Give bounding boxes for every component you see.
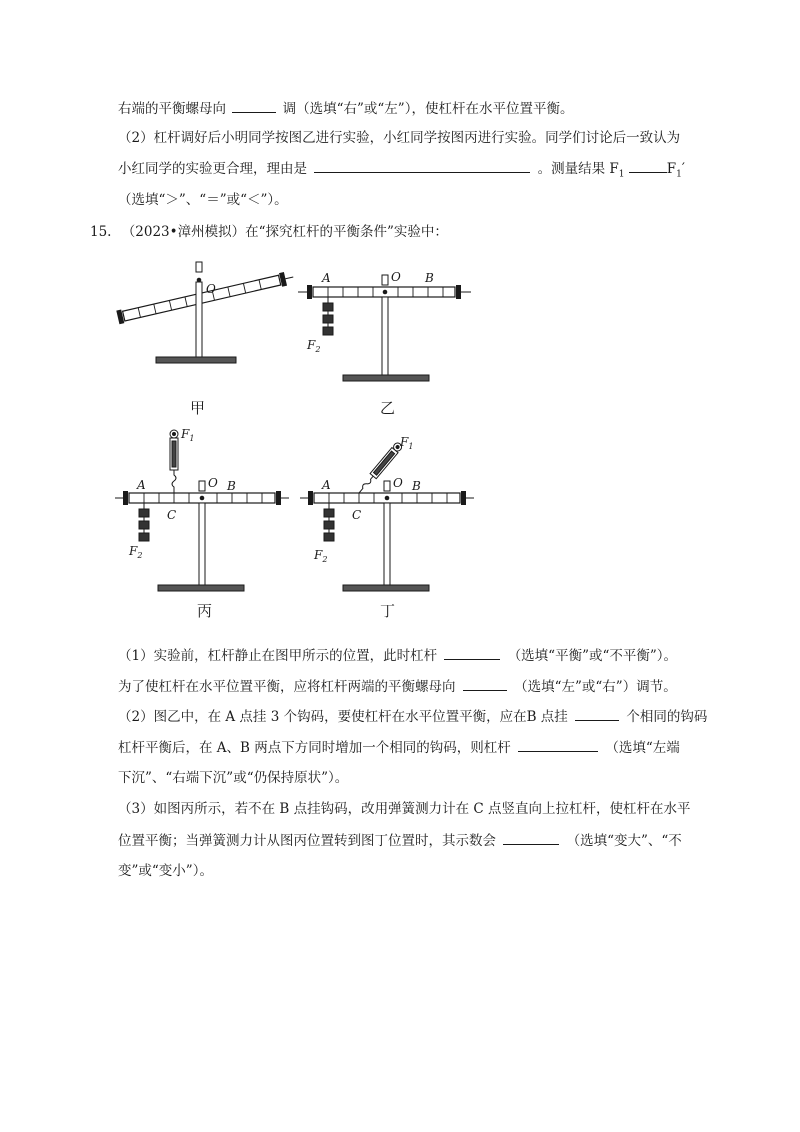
label-c: C	[167, 508, 177, 522]
text-line: （选填“＞”、“＝”或“＜”）。	[118, 192, 288, 208]
stand-pole	[384, 503, 390, 585]
text-line: （2）杠杆调好后小明同学按图乙进行实验，小红同学按图丙进行实验。同学们讨论后一致认为	[118, 130, 681, 146]
label-o: O	[391, 270, 401, 284]
text-line	[118, 645, 677, 666]
text-span: 杠杆平衡后，在 A、B 两点下方同时增加一个相同的钩码，则杠杆	[118, 740, 511, 756]
label-b: B	[412, 479, 421, 493]
label-f2: $F_2$	[307, 338, 321, 354]
text-span: （选填“左端	[605, 740, 680, 756]
answer-blank[interactable]	[314, 158, 530, 173]
label-f2: $F_2$	[129, 544, 143, 560]
stand-base	[156, 357, 236, 363]
answer-blank[interactable]	[463, 676, 507, 691]
balance-nut	[123, 491, 128, 505]
stand-base	[158, 585, 244, 591]
text-span: 调（选填“右”或“左”），使杠杆在水平位置平衡。	[282, 101, 574, 117]
text-span: （选填“变大”、“不	[566, 833, 682, 849]
pivot-point	[383, 290, 388, 295]
answer-blank[interactable]	[629, 158, 667, 173]
pivot-point	[385, 496, 390, 501]
label-b: B	[227, 479, 236, 493]
text-span: 。测量结果 F	[537, 161, 619, 177]
label-f2: $F_2$	[314, 548, 328, 564]
subscript: 1	[676, 169, 682, 180]
text-span: （1）实验前，杠杆静止在图甲所示的位置，此时杠杆	[118, 648, 438, 664]
text-span: 位置平衡；当弹簧测力计从图丙位置转到图丁位置时，其示数会	[118, 833, 496, 849]
hook-weights	[324, 503, 334, 541]
balance-nut	[461, 491, 466, 505]
figure-bing	[115, 425, 300, 595]
stand-pole	[196, 282, 202, 357]
label-a: A	[322, 478, 331, 492]
text-span: （选填“左”或“右”）调节。	[514, 679, 677, 695]
label-o: O	[393, 476, 403, 490]
balance-nut	[307, 285, 312, 299]
question-header	[90, 222, 448, 242]
balance-nut	[456, 285, 461, 299]
answer-blank[interactable]	[232, 98, 276, 113]
text-span: F	[666, 161, 677, 177]
label-f1: $F_1$	[400, 435, 414, 451]
text-line: （3）如图丙所示，若不在 B 点挂钩码，改用弹簧测力计在 C 点竖直向上拉杠杆，使杠杆在水平	[118, 801, 691, 817]
text-line	[118, 706, 707, 727]
label-a: A	[322, 271, 331, 285]
pivot-point	[200, 496, 205, 501]
balance-nut	[308, 491, 313, 505]
text-span: ′	[681, 161, 685, 177]
text-span: （2）图乙中，在 A 点挂 3 个钩码，要使杠杆在水平位置平衡，应在B 点挂	[118, 709, 568, 725]
text-span: （选填“平衡”或“不平衡”）。	[507, 648, 678, 664]
subscript: 1	[618, 169, 625, 180]
text-line	[118, 98, 573, 119]
hook-weights	[139, 503, 149, 541]
label-a: A	[137, 478, 146, 492]
figure-jia	[108, 245, 298, 375]
stand-base	[343, 375, 429, 381]
spring-scale	[170, 430, 178, 493]
stand-base	[343, 585, 429, 591]
text-line: 变”或“变小”）。	[118, 863, 213, 879]
figure-caption: 乙	[380, 399, 396, 417]
text-span: 小红同学的实验更合理，理由是	[118, 161, 307, 177]
label-b: B	[425, 271, 434, 285]
text-line	[118, 158, 685, 185]
text-line	[118, 830, 682, 851]
label-c: C	[352, 508, 362, 522]
answer-blank[interactable]	[575, 706, 619, 721]
label-o: O	[206, 282, 216, 296]
label-o: O	[208, 476, 218, 490]
answer-blank[interactable]	[503, 830, 559, 845]
balance-nut	[276, 491, 281, 505]
figure-yi	[295, 265, 485, 390]
text-line: 下沉”、“右端下沉”或“仍保持原状”）。	[118, 770, 349, 786]
text-span: 右端的平衡螺母向	[118, 101, 226, 117]
label-f1: $F_1$	[181, 427, 195, 443]
answer-blank[interactable]	[518, 737, 598, 752]
answer-blank[interactable]	[444, 645, 500, 660]
text-line	[118, 676, 677, 697]
figure-ding	[300, 425, 485, 595]
figure-caption: 甲	[190, 399, 206, 417]
question-stem: （2023•漳州模拟）在“探究杠杆的平衡条件”实验中：	[121, 224, 448, 240]
question-number: 15.	[90, 224, 112, 240]
text-span: 个相同的钩码	[626, 709, 708, 725]
figure-caption: 丁	[380, 602, 396, 620]
text-span: 为了使杠杆在水平位置平衡，应将杠杆两端的平衡螺母向	[118, 679, 456, 695]
figure-caption: 丙	[197, 602, 213, 620]
stand-pole	[199, 503, 205, 585]
stand-pole	[382, 297, 388, 375]
text-line	[118, 737, 680, 758]
hook-weights	[323, 297, 333, 335]
